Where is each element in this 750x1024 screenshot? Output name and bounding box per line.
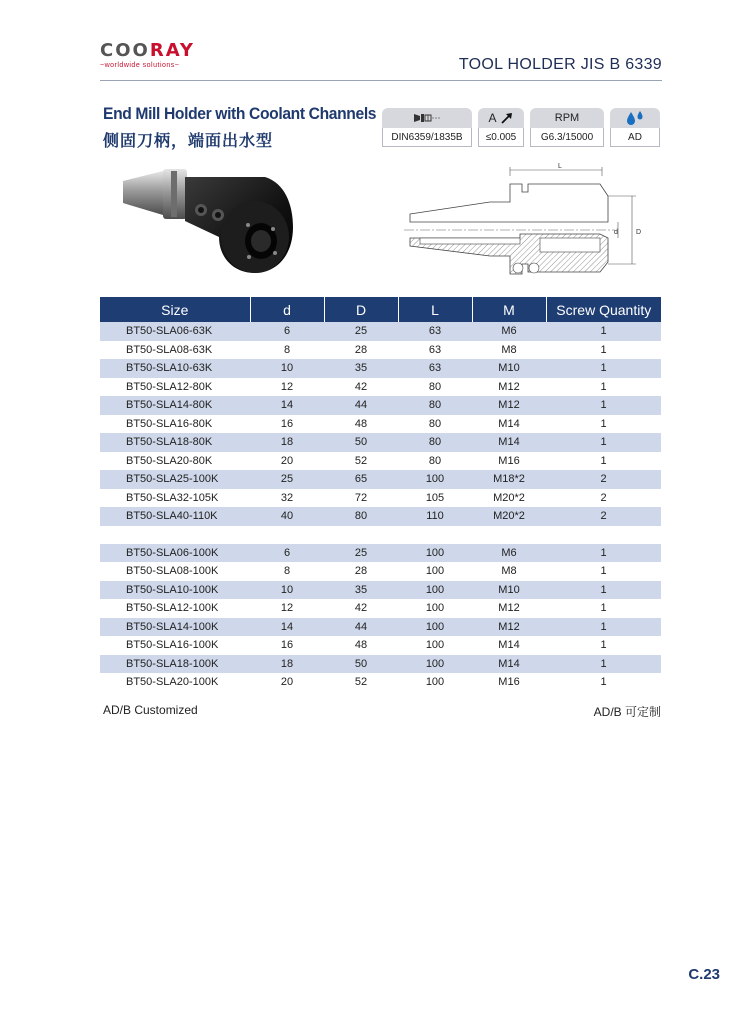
table-cell: 80 — [428, 380, 442, 393]
table-cell: BT50-SLA10-63K — [100, 359, 250, 378]
table-cell: M18*2 — [472, 470, 546, 489]
technical-drawing — [400, 162, 650, 287]
table-cell: 80 — [428, 417, 442, 430]
table-cell: M20*2 — [472, 507, 546, 526]
table-cell: 100 — [425, 676, 445, 689]
table-cell: 100 — [425, 602, 445, 615]
spec-runout-value: ≤0.005 — [478, 128, 524, 147]
table-cell: BT50-SLA32-105K — [126, 491, 219, 504]
table-cell: 12 — [280, 380, 294, 393]
table-cell: 28 — [354, 565, 368, 578]
table-row — [100, 359, 661, 378]
coolant-drops-icon — [624, 110, 646, 126]
table-cell: 1 — [600, 417, 607, 430]
table-cell: 63 — [398, 322, 472, 341]
col-D: D — [324, 297, 398, 322]
table-cell: 100 — [398, 544, 472, 563]
table-cell: 1 — [546, 396, 661, 415]
table-cell: 50 — [324, 433, 398, 452]
table-cell: BT50-SLA25-100K — [100, 470, 250, 489]
col-screw-quantity: Screw Quantity — [546, 297, 661, 322]
table-cell: 1 — [546, 433, 661, 452]
table-cell: 35 — [324, 359, 398, 378]
table-row — [100, 396, 661, 415]
table-cell: BT50-SLA08-63K — [126, 343, 213, 356]
table-cell: 1 — [546, 655, 661, 674]
table-cell: 18 — [250, 655, 324, 674]
table-cell: M8 — [501, 565, 517, 578]
table-row — [100, 581, 661, 600]
company-logo — [100, 40, 220, 74]
table-cell: BT50-SLA08-100K — [126, 565, 219, 578]
table-header-row — [100, 297, 661, 322]
spec-taper-header — [382, 108, 472, 128]
table-cell: M10 — [472, 581, 546, 600]
table-cell: 1 — [600, 343, 607, 356]
spec-rpm — [530, 108, 604, 148]
table-cell: M6 — [472, 322, 546, 341]
table-row — [100, 655, 661, 674]
table-cell: 52 — [354, 454, 368, 467]
dim-label-d: d — [614, 229, 618, 236]
table-cell: M12 — [498, 380, 520, 393]
table-cell: 1 — [600, 380, 607, 393]
section-title: TOOL HOLDER JIS B 6339 — [458, 56, 662, 73]
table-cell: BT50-SLA14-100K — [100, 618, 250, 637]
table-cell: 50 — [324, 655, 398, 674]
table-cell: 100 — [398, 581, 472, 600]
table-cell: M14 — [472, 433, 546, 452]
table-cell: 25 — [324, 544, 398, 563]
table-cell: 2 — [546, 470, 661, 489]
table-cell: 110 — [398, 507, 472, 526]
table-cell: 6 — [250, 544, 324, 563]
table-row — [100, 544, 661, 563]
table-cell: BT50-SLA12-80K — [126, 380, 213, 393]
spec-runout-header — [478, 108, 524, 128]
table-cell: BT50-SLA18-80K — [100, 433, 250, 452]
table-cell: M16 — [498, 454, 520, 467]
table-cell: BT50-SLA40-110K — [100, 507, 250, 526]
table-cell: BT50-SLA06-63K — [100, 322, 250, 341]
page-number: C.23 — [688, 966, 720, 983]
table-cell: M12 — [472, 396, 546, 415]
table-cell: 80 — [324, 507, 398, 526]
table-cell: 10 — [250, 359, 324, 378]
table-cell: 16 — [280, 417, 294, 430]
table-cell: BT50-SLA16-80K — [126, 417, 213, 430]
runout-arrow-icon — [500, 112, 514, 124]
spec-rpm-value: G6.3/15000 — [530, 128, 604, 147]
table-cell: 63 — [398, 359, 472, 378]
table-cell: 48 — [354, 417, 368, 430]
product-title-en: End Mill Holder with Coolant Channels — [103, 104, 377, 123]
table-cell: M16 — [498, 676, 520, 689]
table-cell: 80 — [398, 433, 472, 452]
table-cell: 105 — [425, 491, 445, 504]
spec-taper-standard — [382, 108, 472, 148]
table-cell: 80 — [398, 396, 472, 415]
spec-runout — [478, 108, 524, 148]
col-L: L — [398, 297, 472, 322]
table-row — [100, 673, 661, 692]
spec-runout-label: A — [488, 111, 497, 125]
table-cell: 2 — [546, 507, 661, 526]
table-cell: 8 — [283, 565, 291, 578]
table-cell: 6 — [250, 322, 324, 341]
table-row — [100, 378, 661, 397]
table-row — [100, 415, 661, 434]
table-cell: 18 — [250, 433, 324, 452]
table-cell: BT50-SLA06-100K — [100, 544, 250, 563]
table-cell: 52 — [354, 676, 368, 689]
spec-coolant-header — [610, 108, 660, 128]
note-customized-en: AD/B Customized — [103, 703, 198, 717]
table-cell: 1 — [600, 639, 607, 652]
header-divider — [100, 80, 662, 81]
table-cell: M10 — [472, 359, 546, 378]
table-cell: 1 — [600, 565, 607, 578]
table-cell: 12 — [280, 602, 294, 615]
table-cell: 25 — [250, 470, 324, 489]
table-cell: 100 — [398, 470, 472, 489]
table-row — [100, 322, 661, 341]
specification-table — [100, 297, 661, 692]
table-cell: BT50-SLA12-100K — [126, 602, 219, 615]
table-cell: 40 — [250, 507, 324, 526]
table-cell: 28 — [354, 343, 368, 356]
table-row — [100, 452, 661, 471]
table-cell: 1 — [546, 581, 661, 600]
table-group-spacer — [100, 526, 661, 544]
dim-label-L: L — [558, 163, 562, 170]
table-cell: 2 — [600, 491, 607, 504]
spec-coolant — [610, 108, 660, 148]
col-d: d — [250, 297, 324, 322]
table-cell: 42 — [354, 380, 368, 393]
table-row — [100, 599, 661, 618]
table-cell: 48 — [354, 639, 368, 652]
logo-text-b: RAY — [149, 40, 195, 61]
spec-rpm-label: RPM — [530, 108, 604, 128]
table-row — [100, 507, 661, 526]
table-cell: M14 — [498, 639, 520, 652]
table-cell: BT50-SLA20-80K — [126, 454, 213, 467]
table-cell: M8 — [501, 343, 517, 356]
table-cell: 14 — [250, 618, 324, 637]
table-cell: BT50-SLA20-100K — [126, 676, 219, 689]
table-cell: BT50-SLA16-100K — [126, 639, 219, 652]
table-cell: M12 — [498, 602, 520, 615]
table-cell: 100 — [425, 565, 445, 578]
table-cell: BT50-SLA14-80K — [100, 396, 250, 415]
table-cell: 100 — [398, 655, 472, 674]
table-cell: M14 — [472, 655, 546, 674]
table-cell: 42 — [354, 602, 368, 615]
table-row — [100, 489, 661, 508]
table-cell: 44 — [324, 396, 398, 415]
table-cell: 1 — [546, 618, 661, 637]
table-row — [100, 636, 661, 655]
table-cell: BT50-SLA18-100K — [100, 655, 250, 674]
table-row — [100, 618, 661, 637]
table-cell: 16 — [280, 639, 294, 652]
table-row — [100, 562, 661, 581]
col-M: M — [472, 297, 546, 322]
table-cell: 80 — [428, 454, 442, 467]
table-cell: 1 — [546, 322, 661, 341]
table-cell: 14 — [250, 396, 324, 415]
table-cell: BT50-SLA10-100K — [100, 581, 250, 600]
table-cell: M14 — [498, 417, 520, 430]
table-cell: 10 — [250, 581, 324, 600]
table-cell: M12 — [472, 618, 546, 637]
product-photo — [115, 165, 300, 285]
logo-text-a: COO — [100, 40, 150, 61]
table-cell: 25 — [324, 322, 398, 341]
table-cell: 1 — [600, 676, 607, 689]
product-title-cn: 侧固刀柄，端面出水型 — [103, 133, 274, 150]
table-cell: M20*2 — [493, 491, 525, 504]
table-cell: 65 — [324, 470, 398, 489]
table-cell: 1 — [546, 359, 661, 378]
table-row — [100, 341, 661, 360]
col-size: Size — [100, 297, 250, 322]
table-cell: 100 — [398, 618, 472, 637]
table-cell: 32 — [280, 491, 294, 504]
logo-wordmark — [100, 40, 220, 61]
spacer-cell — [100, 526, 661, 544]
table-cell: M6 — [472, 544, 546, 563]
dim-label-D: D — [636, 229, 642, 236]
logo-tagline: ~worldwide solutions~ — [100, 62, 180, 69]
note-customized-cn: AD/B 可定制 — [593, 705, 661, 719]
table-row — [100, 433, 661, 452]
table-body — [100, 322, 661, 692]
spec-taper-value: DIN6359/1835B — [382, 128, 472, 147]
table-cell: 1 — [600, 602, 607, 615]
taper-shank-icon — [412, 111, 442, 125]
table-cell: 20 — [280, 676, 294, 689]
spec-coolant-value: AD — [610, 128, 660, 147]
table-row — [100, 470, 661, 489]
table-cell: 44 — [324, 618, 398, 637]
table-cell: 63 — [428, 343, 442, 356]
table-cell: 100 — [425, 639, 445, 652]
table-cell: 1 — [600, 454, 607, 467]
table-cell: 72 — [354, 491, 368, 504]
table-cell: 20 — [280, 454, 294, 467]
table-cell: 35 — [324, 581, 398, 600]
table-cell: 8 — [283, 343, 291, 356]
table-cell: 1 — [546, 544, 661, 563]
